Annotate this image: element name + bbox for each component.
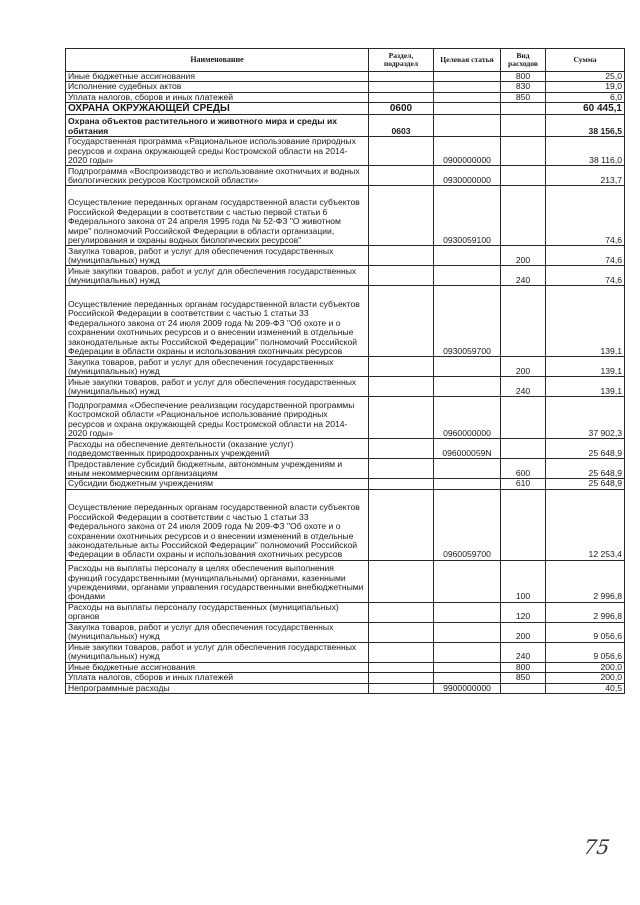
row-kind: 850 bbox=[501, 673, 546, 683]
row-sum: 37 902,3 bbox=[546, 397, 625, 439]
row-name: Исполнение судебных актов bbox=[66, 82, 369, 92]
row-name: Иные бюджетные ассигнования bbox=[66, 662, 369, 672]
table-row bbox=[66, 397, 625, 439]
row-target bbox=[434, 459, 501, 479]
table-body bbox=[66, 72, 625, 694]
row-kind: 120 bbox=[501, 602, 546, 622]
row-name: Субсидии бюджетным учреждениям bbox=[66, 479, 369, 489]
row-target: 0960000000 bbox=[434, 397, 501, 439]
row-section bbox=[369, 377, 434, 397]
row-section bbox=[369, 397, 434, 439]
table-row bbox=[66, 377, 625, 397]
row-kind: 610 bbox=[501, 479, 546, 489]
header-section: Раздел, подраздел bbox=[369, 49, 434, 72]
row-sum: 200,0 bbox=[546, 673, 625, 683]
page-number: 75 bbox=[582, 835, 612, 859]
row-kind bbox=[501, 115, 546, 137]
table-row bbox=[66, 560, 625, 602]
row-target bbox=[434, 246, 501, 266]
row-section bbox=[369, 166, 434, 186]
row-sum: 25,0 bbox=[546, 72, 625, 82]
row-target bbox=[434, 377, 501, 397]
row-sum: 6,0 bbox=[546, 92, 625, 102]
header-target: Целевая статья bbox=[434, 49, 501, 72]
row-sum: 139,1 bbox=[546, 357, 625, 377]
table-row bbox=[66, 662, 625, 672]
row-sum: 74,6 bbox=[546, 246, 625, 266]
row-name: Осуществление переданных органам государственной власти субъектов Российской Федерации в соответствии с частью 1 статьи 33 Федерального закона от 24 июля 2009 года № 209-ФЗ "Об охоте и о сохранении охотничьих ресурсов и о внесении изменений в отдельные законодательные акты Российской Федерации" полномочий Российской Федерации в области охраны и использования охотничьих ресурсов bbox=[66, 489, 369, 560]
row-section bbox=[369, 266, 434, 286]
row-target bbox=[434, 266, 501, 286]
row-section bbox=[369, 137, 434, 166]
row-target bbox=[434, 602, 501, 622]
row-section bbox=[369, 286, 434, 357]
table-row bbox=[66, 459, 625, 479]
table-row bbox=[66, 92, 625, 102]
table-row bbox=[66, 137, 625, 166]
table-row bbox=[66, 479, 625, 489]
row-target: 0900000000 bbox=[434, 137, 501, 166]
row-target bbox=[434, 72, 501, 82]
row-target bbox=[434, 92, 501, 102]
row-target bbox=[434, 103, 501, 115]
row-sum: 74,6 bbox=[546, 186, 625, 246]
row-sum: 139,1 bbox=[546, 286, 625, 357]
row-target bbox=[434, 115, 501, 137]
row-name: Подпрограмма «Обеспечение реализации государственной программы Костромской области «Рациональное использование природных ресурсов и охрана окружающей среды Костромской области на 2014-2020 годы» bbox=[66, 397, 369, 439]
row-target bbox=[434, 642, 501, 662]
row-sum: 12 253,4 bbox=[546, 489, 625, 560]
row-kind: 600 bbox=[501, 459, 546, 479]
row-section bbox=[369, 560, 434, 602]
row-sum: 213,7 bbox=[546, 166, 625, 186]
row-sum: 74,6 bbox=[546, 266, 625, 286]
row-section bbox=[369, 489, 434, 560]
row-target: 096000059N bbox=[434, 439, 501, 459]
row-sum: 139,1 bbox=[546, 377, 625, 397]
row-section bbox=[369, 357, 434, 377]
row-target bbox=[434, 82, 501, 92]
table-row bbox=[66, 186, 625, 246]
row-name: Уплата налогов, сборов и иных платежей bbox=[66, 673, 369, 683]
row-target: 0930059700 bbox=[434, 286, 501, 357]
row-kind: 800 bbox=[501, 662, 546, 672]
row-name: ОХРАНА ОКРУЖАЮЩЕЙ СРЕДЫ bbox=[66, 103, 369, 115]
row-name: Осуществление переданных органам государственной власти субъектов Российской Федерации в соответствии с частью 1 статьи 33 Федерального закона от 24 июля 2009 года № 209-ФЗ "Об охоте и о сохранении охотничьих ресурсов и о внесении изменений в отдельные законодательные акты Российской Федерации" полномочий Российской Федерации в области охраны и использования охотничьих ресурсов bbox=[66, 286, 369, 357]
row-sum: 38 156,5 bbox=[546, 115, 625, 137]
row-kind bbox=[501, 137, 546, 166]
table-row bbox=[66, 266, 625, 286]
table-row bbox=[66, 642, 625, 662]
row-target bbox=[434, 357, 501, 377]
row-target bbox=[434, 622, 501, 642]
table-row bbox=[66, 683, 625, 693]
row-sum: 25 648,9 bbox=[546, 479, 625, 489]
row-kind: 200 bbox=[501, 622, 546, 642]
row-target: 0960059700 bbox=[434, 489, 501, 560]
row-name: Закупка товаров, работ и услуг для обеспечения государственных (муниципальных) нужд bbox=[66, 246, 369, 266]
row-sum: 9 056,6 bbox=[546, 622, 625, 642]
row-target bbox=[434, 662, 501, 672]
row-name: Иные закупки товаров, работ и услуг для обеспечения государственных (муниципальных) нужд bbox=[66, 377, 369, 397]
table-row bbox=[66, 439, 625, 459]
header-kind: Вид расходов bbox=[501, 49, 546, 72]
row-kind bbox=[501, 439, 546, 459]
row-name: Иные закупки товаров, работ и услуг для обеспечения государственных (муниципальных) нужд bbox=[66, 642, 369, 662]
row-name: Закупка товаров, работ и услуг для обеспечения государственных (муниципальных) нужд bbox=[66, 357, 369, 377]
row-section: 0600 bbox=[369, 103, 434, 115]
row-sum: 25 648,9 bbox=[546, 439, 625, 459]
row-name: Иные закупки товаров, работ и услуг для обеспечения государственных (муниципальных) нужд bbox=[66, 266, 369, 286]
row-target: 0930059100 bbox=[434, 186, 501, 246]
row-name: Иные бюджетные ассигнования bbox=[66, 72, 369, 82]
row-kind bbox=[501, 397, 546, 439]
row-sum: 9 056,6 bbox=[546, 642, 625, 662]
table-row bbox=[66, 673, 625, 683]
row-section bbox=[369, 186, 434, 246]
row-section bbox=[369, 673, 434, 683]
table-row bbox=[66, 489, 625, 560]
row-name: Подпрограмма «Воспроизводство и использование охотничьих и водных биологических ресурсов Костромской области» bbox=[66, 166, 369, 186]
row-name: Государственная программа «Рациональное использование природных ресурсов и охрана окружающей среды Костромской области на 2014-2020 годы» bbox=[66, 137, 369, 166]
row-section bbox=[369, 92, 434, 102]
row-name: Расходы на выплаты персоналу государственных (муниципальных) органов bbox=[66, 602, 369, 622]
row-name: Закупка товаров, работ и услуг для обеспечения государственных (муниципальных) нужд bbox=[66, 622, 369, 642]
table-row bbox=[66, 72, 625, 82]
table-row bbox=[66, 286, 625, 357]
row-kind bbox=[501, 683, 546, 693]
budget-sheet bbox=[65, 48, 624, 694]
row-kind: 830 bbox=[501, 82, 546, 92]
table-row bbox=[66, 115, 625, 137]
row-name: Расходы на выплаты персоналу в целях обеспечения выполнения функций государственными (муниципальными) органами, казенными учреждениями, органами управления государственными внебюджетными фондами bbox=[66, 560, 369, 602]
row-kind: 850 bbox=[501, 92, 546, 102]
table-header-row bbox=[66, 49, 625, 72]
row-section bbox=[369, 479, 434, 489]
row-sum: 200,0 bbox=[546, 662, 625, 672]
row-sum: 19,0 bbox=[546, 82, 625, 92]
row-target bbox=[434, 560, 501, 602]
row-target: 0930000000 bbox=[434, 166, 501, 186]
table-row bbox=[66, 82, 625, 92]
row-sum: 60 445,1 bbox=[546, 103, 625, 115]
row-section bbox=[369, 439, 434, 459]
row-kind bbox=[501, 166, 546, 186]
table-row bbox=[66, 246, 625, 266]
row-sum: 38 116,0 bbox=[546, 137, 625, 166]
row-name: Охрана объектов растительного и животного мира и среды их обитания bbox=[66, 115, 369, 137]
row-kind: 240 bbox=[501, 642, 546, 662]
row-kind: 240 bbox=[501, 266, 546, 286]
row-section bbox=[369, 82, 434, 92]
row-kind: 800 bbox=[501, 72, 546, 82]
budget-table bbox=[65, 48, 625, 694]
row-name: Предоставление субсидий бюджетным, автономным учреждениям и иным некоммерческим организациям bbox=[66, 459, 369, 479]
header-sum: Сумма bbox=[546, 49, 625, 72]
row-sum: 2 996,8 bbox=[546, 560, 625, 602]
row-sum: 25 648,9 bbox=[546, 459, 625, 479]
row-section bbox=[369, 72, 434, 82]
row-kind: 240 bbox=[501, 377, 546, 397]
row-kind bbox=[501, 186, 546, 246]
row-kind: 200 bbox=[501, 246, 546, 266]
row-name: Расходы на обеспечение деятельности (оказание услуг) подведомственных природоохранных учреждений bbox=[66, 439, 369, 459]
row-name: Уплата налогов, сборов и иных платежей bbox=[66, 92, 369, 102]
row-sum: 40,5 bbox=[546, 683, 625, 693]
row-section bbox=[369, 622, 434, 642]
table-row bbox=[66, 602, 625, 622]
row-section bbox=[369, 683, 434, 693]
table-row bbox=[66, 622, 625, 642]
row-section: 0603 bbox=[369, 115, 434, 137]
row-target bbox=[434, 479, 501, 489]
row-target bbox=[434, 673, 501, 683]
row-sum: 2 996,8 bbox=[546, 602, 625, 622]
row-section bbox=[369, 662, 434, 672]
table-row bbox=[66, 357, 625, 377]
row-kind: 100 bbox=[501, 560, 546, 602]
row-target: 9900000000 bbox=[434, 683, 501, 693]
row-kind bbox=[501, 489, 546, 560]
row-section bbox=[369, 642, 434, 662]
row-name: Непрограммные расходы bbox=[66, 683, 369, 693]
row-section bbox=[369, 602, 434, 622]
row-kind bbox=[501, 103, 546, 115]
table-row bbox=[66, 103, 625, 115]
row-kind bbox=[501, 286, 546, 357]
row-name: Осуществление переданных органам государственной власти субъектов Российской Федерации в соответствии с частью первой статьи 6 Федерального закона от 24 апреля 1995 года № 52-ФЗ "О животном мире" полномочий Российской Федерации в области организации, регулирования и охраны водных биологических ресурсов" bbox=[66, 186, 369, 246]
table-row bbox=[66, 166, 625, 186]
row-section bbox=[369, 459, 434, 479]
header-name: Наименование bbox=[66, 49, 369, 72]
row-section bbox=[369, 246, 434, 266]
row-kind: 200 bbox=[501, 357, 546, 377]
